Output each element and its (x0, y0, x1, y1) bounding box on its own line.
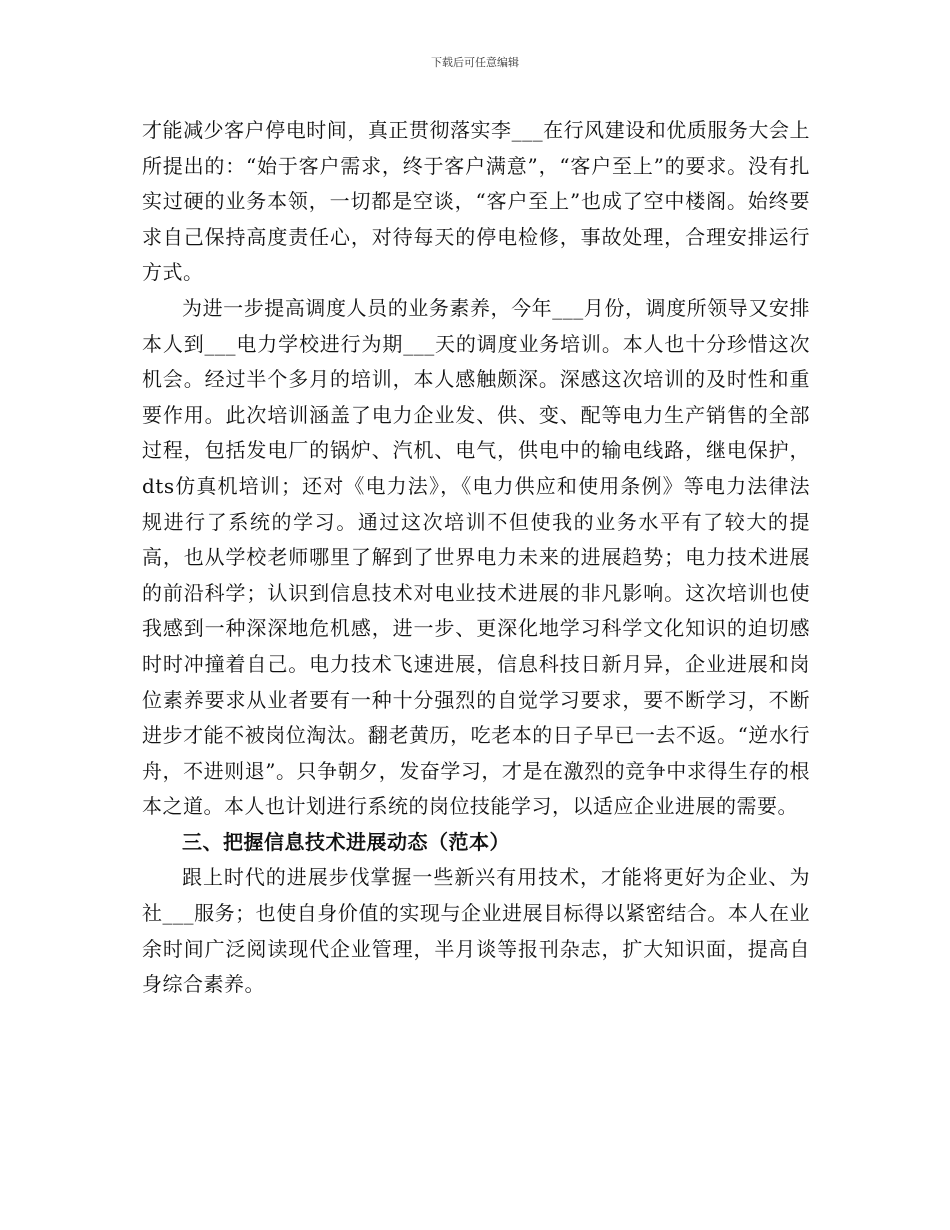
paragraph-technology: 跟上时代的进展步伐掌握一些新兴有用技术，才能将更好为企业、为社___服务；也使自身价值的实现与企业进展目标得以紧密结合。本人在业余时间广泛阅读现代企业管理，半月谈等报刊杂志，扩大知识面，提高自身综合素养。 (142, 865, 810, 997)
paragraph-continuation: 才能减少客户停电时间，真正贯彻落实李___在行风建设和优质服务大会上所提出的：“始于客户需求，终于客户满意”，“客户至上”的要求。没有扎实过硬的业务本领，一切都是空谈，“客户至上”也成了空中楼阁。始终要求自己保持高度责任心，对待每天的停电检修，事故处理，合理安排运行方式。 (142, 118, 810, 285)
document-body (142, 113, 810, 1003)
page-header: 下载后可任意编辑 (431, 56, 519, 69)
paragraph-training: 为进一步提高调度人员的业务素养，今年___月份，调度所领导又安排本人到___电力学校进行为期___天的调度业务培训。本人也十分珍惜这次机会。经过半个多月的培训，本人感触颇深。深感这次培训的及时性和重要作用。此次培训涵盖了电力企业发、供、变、配等电力生产销售的全部过程，包括发电厂的锅炉、汽机、电气，供电中的输电线路，继电保护，dts仿真机培训；还对《电力法》，《电力供应和使用条例》等电力法律法规进行了系统的学习。通过这次培训不但使我的业务水平有了较大的提高，也从学校老师哪里了解到了世界电力未来的进展趋势；电力技术进展的前沿科学；认识到信息技术对电业技术进展的非凡影响。这次培训也使我感到一种深深地危机感，进一步、更深化地学习科学文化知识的迫切感时时冲撞着自己。电力技术飞速进展，信息科技日新月异，企业进展和岗位素养要求从业者要有一种十分强烈的自觉学习要求，要不断学习，不断进步才能不被岗位淘汰。翻老黄历，吃老本的日子早已一去不返。“逆水行舟，不进则退”。只争朝夕，发奋学习，才是在激烈的竞争中求得生存的根本之道。本人也计划进行系统的岗位技能学习，以适应企业进展的需要。 (142, 295, 810, 819)
section-heading-3: 三、把握信息技术进展动态（范本） (182, 829, 510, 854)
